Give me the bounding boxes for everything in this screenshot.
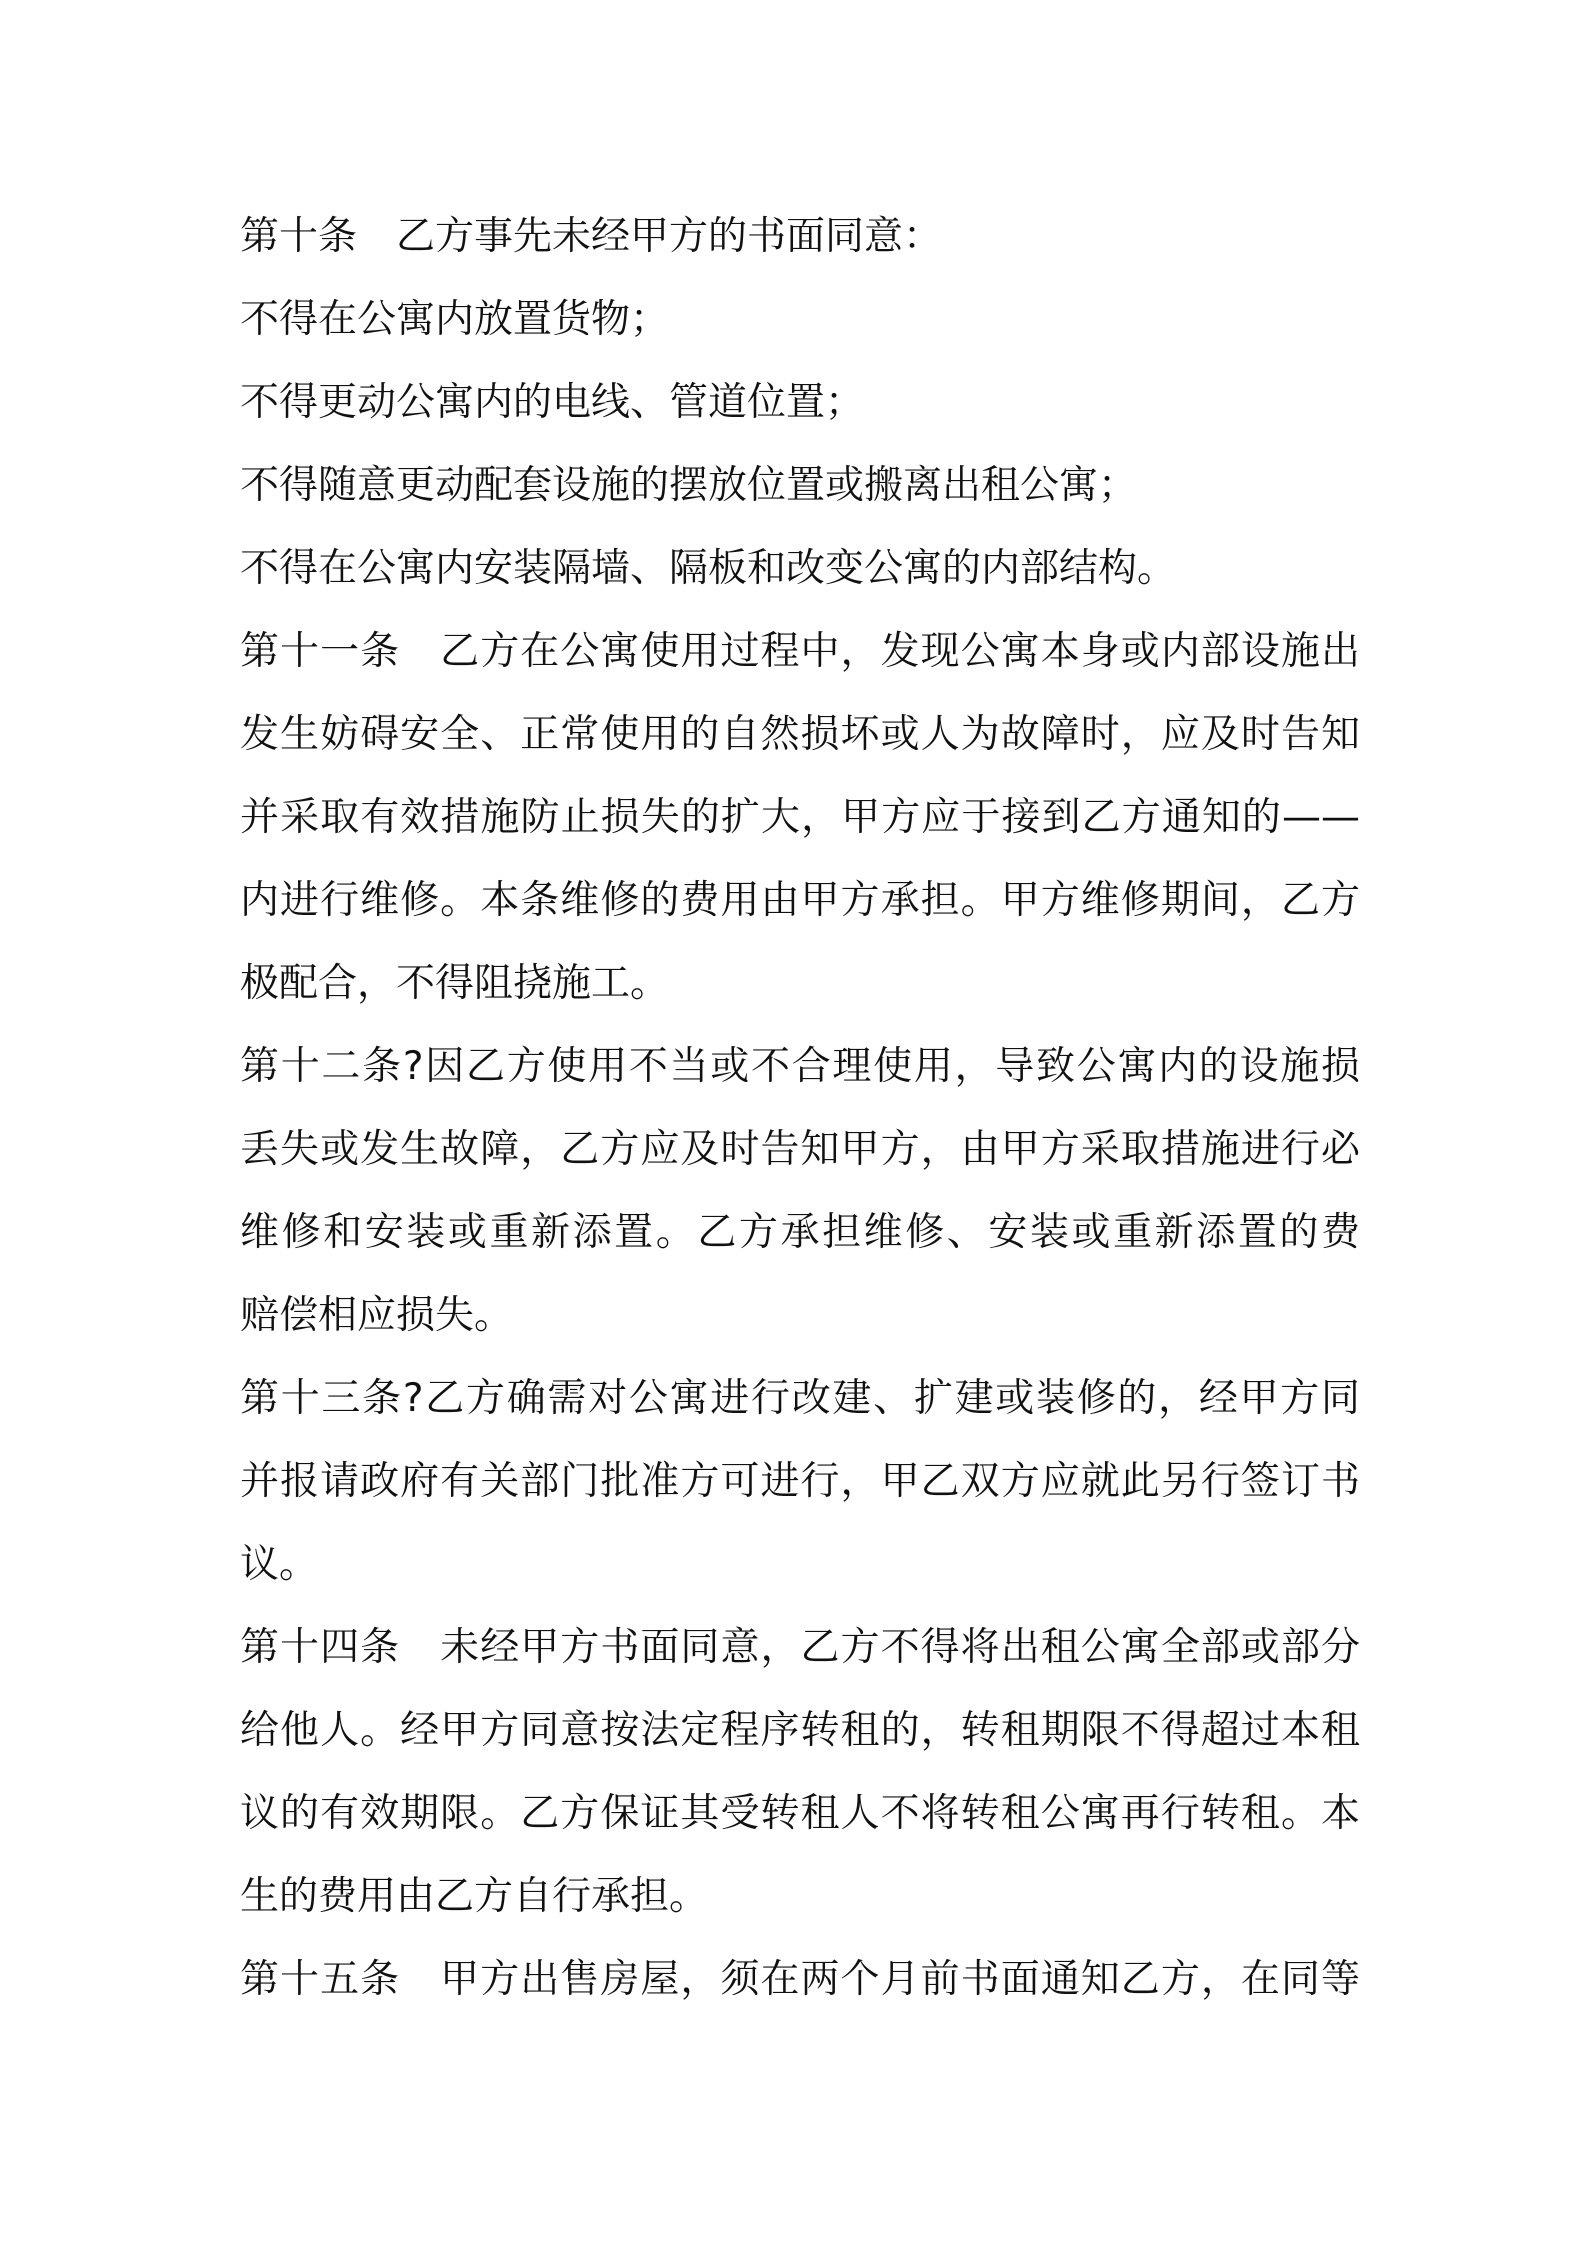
text-line: 议的有效期限。乙方保证其受转租人不将转租公寓再行转租。本 bbox=[240, 1791, 1360, 1836]
text-line: 第十二条?因乙方使用不当或不合理使用，导致公寓内的设施损 bbox=[240, 1044, 1360, 1089]
text-line: 第十四条 未经甲方书面同意，乙方不得将出租公寓全部或部分 bbox=[240, 1625, 1360, 1670]
text-line: 不得更动公寓内的电线、管道位置； bbox=[240, 380, 865, 425]
text-line: 内进行维修。本条维修的费用由甲方承担。甲方维修期间，乙方 bbox=[240, 878, 1360, 923]
text-line: 第十一条 乙方在公寓使用过程中，发现公寓本身或内部设施出 bbox=[240, 629, 1360, 674]
text-line: 丢失或发生故障，乙方应及时告知甲方，由甲方采取措施进行必 bbox=[240, 1127, 1360, 1172]
text-line: 赔偿相应损失。 bbox=[240, 1293, 514, 1338]
text-line: 不得随意更动配套设施的摆放位置或搬离出租公寓； bbox=[240, 463, 1138, 508]
text-line: 生的费用由乙方自行承担。 bbox=[240, 1874, 709, 1919]
text-line: 极配合，不得阻挠施工。 bbox=[240, 961, 670, 1006]
text-line: 第十三条?乙方确需对公寓进行改建、扩建或装修的，经甲方同 bbox=[240, 1376, 1360, 1421]
document-body bbox=[240, 195, 1360, 2021]
text-line: 并报请政府有关部门批准方可进行，甲乙双方应就此另行签订书 bbox=[240, 1459, 1360, 1504]
text-line: 发生妨碍安全、正常使用的自然损坏或人为故障时，应及时告知 bbox=[240, 712, 1360, 757]
text-line: 第十条 乙方事先未经甲方的书面同意： bbox=[240, 214, 943, 259]
text-line: 不得在公寓内放置货物； bbox=[240, 297, 670, 342]
text-line: 不得在公寓内安装隔墙、隔板和改变公寓的内部结构。 bbox=[240, 546, 1177, 591]
text-line: 第十五条 甲方出售房屋，须在两个月前书面通知乙方，在同等 bbox=[240, 1957, 1360, 2002]
text-line: 议。 bbox=[240, 1542, 319, 1587]
text-line: 并采取有效措施防止损失的扩大，甲方应于接到乙方通知的—— bbox=[240, 795, 1360, 840]
text-line: 维修和安装或重新添置。乙方承担维修、安装或重新添置的费 bbox=[240, 1210, 1360, 1255]
text-line: 给他人。经甲方同意按法定程序转租的，转租期限不得超过本租 bbox=[240, 1708, 1360, 1753]
